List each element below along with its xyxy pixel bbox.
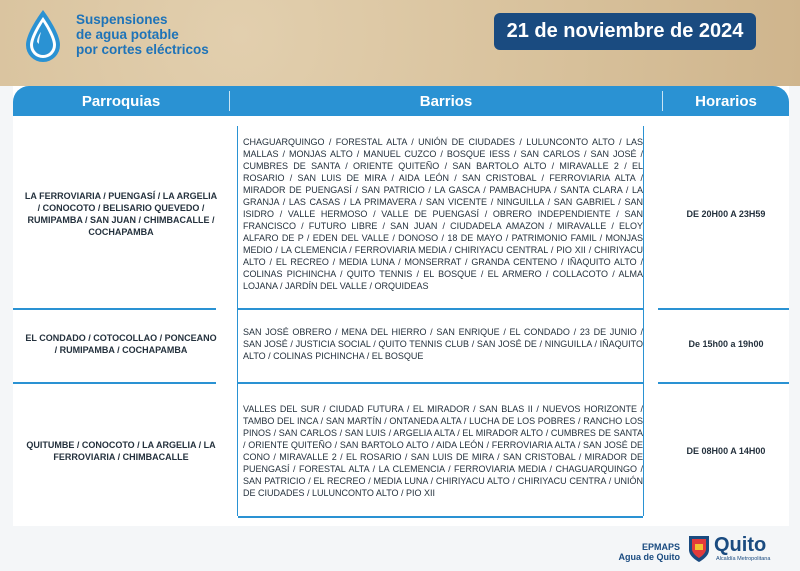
parroquias-cell: LA FERROVIARIA / PUENGASÍ / LA ARGELIA / CONOCOTO / BELISARIO QUEVEDO / RUMIPAMBA / SAN JUAN / CHIMBACALLE / COCHAPAMBA: [24, 190, 218, 237]
water-drop-icon: [22, 8, 64, 66]
quito-logo-text: Quito: [714, 534, 767, 556]
barrios-cell: CHAGUARQUINGO / FORESTAL ALTA / UNIÓN DE CIUDADES / LULUNCONTO ALTO / LAS MALLAS / MONJAS ALTO / MANUEL CUZCO / BOSQUE IESS / SAN CARLOS / SAN JOSÉ / CUMBRES DE SANTA / ORIENTE QUITEÑO / SAN BARTOLO ALTO / MIRAVALLE 2 / EL ROSARIO / SAN LUIS DE MIRA / AIDA LEÓN / SAN CRISTOBAL / FERROVIARIA ALTA / MIRADOR DE PUENGASÍ / SAN PATRICIO / LA GASCA / PAMBACHUPA / SANTA CLARA / LA GRANJA / LAS CASAS / LA PRIMAVERA / SAN VICENTE / NINGUILLA / SAN GABRIEL / SAN ISIDRO / VALLE HERMOSO / VALLE DE PUENGASÍ / OBRERO INDEPENDIENTE / SAN FRANCISCO / FUTURO LIBRE / SAN JUAN / CIUDADELA AMAZON / MIRAVALLE / ELOY ALFARO DE P / EDEN DEL VALLE / DONOSO / 18 DE MAYO / PATRIMONIO FAMIL / MONJAS MEDIO / LA CLEMENCIA / FERROVIARIA MEDIA / CHIRIYACU CENTRAL / PIO XII / CHIRIYACU ALTO / EL RECREO / MEDIA LUNA / MONSERRAT / GRANDA CENTENO / IÑAQUITO ALTO / COLINAS PICHINCHA / QUITO TENNIS / EL BOSQUE / EL ARMERO / COLLACOTO / ALMA LOJANA / JARDÍN DEL VALLE / ORQUIDEAS: [243, 136, 643, 291]
column-divider: [643, 126, 644, 516]
title-line-2: de agua potable: [76, 27, 179, 42]
column-header-parroquias: Parroquias: [81, 92, 161, 110]
epmaps-logo: [618, 542, 680, 562]
horarios-cell: De 15h00 a 19h00: [688, 339, 764, 349]
horarios-cell: DE 20H00 A 23H59: [686, 208, 766, 219]
column-divider: [237, 126, 238, 516]
table-row: [13, 390, 789, 512]
barrios-cell: VALLES DEL SUR / CIUDAD FUTURA / EL MIRADOR / SAN BLAS II / NUEVOS HORIZONTE / TAMBO DEL INCA / SAN MARTÍN / ONTANEDA ALTA / LUCHA DE LOS POBRES / RANCHO LOS PINOS / SAN CARLOS / SAN LUIS / ARGELIA ALTA / EL MIRADOR ALTO / CUMBRES DE SANTA / ORIENTE QUITEÑO / SAN BARTOLO ALTO / AIDA LEÓN / FERROVIARIA ALTA / SAN JOSÉ DE CONO / MIRAVALLE 2 / EL ROSARIO / SAN LUIS DE MIRA / SAN CRISTOBAL / MIRADOR DE PUENGASÍ / FORESTAL ALTA / LA CLEMENCIA / FERROVIARIA MEDIA / CHAGUARQUINGO / SAN PATRICIO / EL RECREO / MEDIA LUNA / CHIRIYACU ALTO / CHIRIYACU CENTRA / UNIÓN DE CIUDADES / LULUNCONTO ALTO / PIO XII: [243, 404, 643, 498]
quito-subtitle: Alcaldía Metropolitana: [716, 556, 771, 562]
row-divider: [658, 308, 789, 310]
epmaps-name: EPMAPS: [641, 542, 680, 552]
page-title: [76, 12, 296, 57]
parroquias-cell: QUITUMBE / CONOCOTO / LA ARGELIA / LA FERROVIARIA / CHIMBACALLE: [26, 440, 216, 462]
footer-logos: [618, 532, 794, 566]
epmaps-subtitle: Agua de Quito: [618, 552, 680, 562]
table-row: [13, 126, 789, 301]
row-divider: [13, 382, 216, 384]
column-header-horarios: Horarios: [695, 92, 757, 110]
parroquias-cell: EL CONDADO / COTOCOLLAO / PONCEANO / RUMIPAMBA / COCHAPAMBA: [25, 333, 217, 355]
quito-shield-icon: [688, 535, 710, 563]
title-line-3: por cortes eléctricos: [76, 42, 209, 57]
barrios-cell: SAN JOSÉ OBRERO / MENA DEL HIERRO / SAN ENRIQUE / EL CONDADO / 23 DE JUNIO / SAN JOSÉ / JUSTICIA SOCIAL / QUITO TENNIS CLUB / SAN JOSÉ DE / NINGUILLA / IÑAQUITO ALTO / COLINAS PICHINCHA / EL BOSQUE: [243, 327, 643, 361]
table-row: [13, 314, 789, 374]
row-divider: [238, 308, 643, 310]
row-divider: [238, 516, 643, 518]
date-badge: 21 de noviembre de 2024: [494, 13, 756, 50]
column-header-barrios: Barrios: [419, 92, 473, 110]
schedule-table: [13, 86, 789, 526]
title-line-1: Suspensiones: [76, 12, 168, 27]
row-divider: [13, 308, 216, 310]
row-divider: [658, 382, 789, 384]
horarios-cell: DE 08H00 A 14H00: [686, 446, 766, 456]
table-header: [13, 86, 789, 116]
row-divider: [238, 382, 643, 384]
